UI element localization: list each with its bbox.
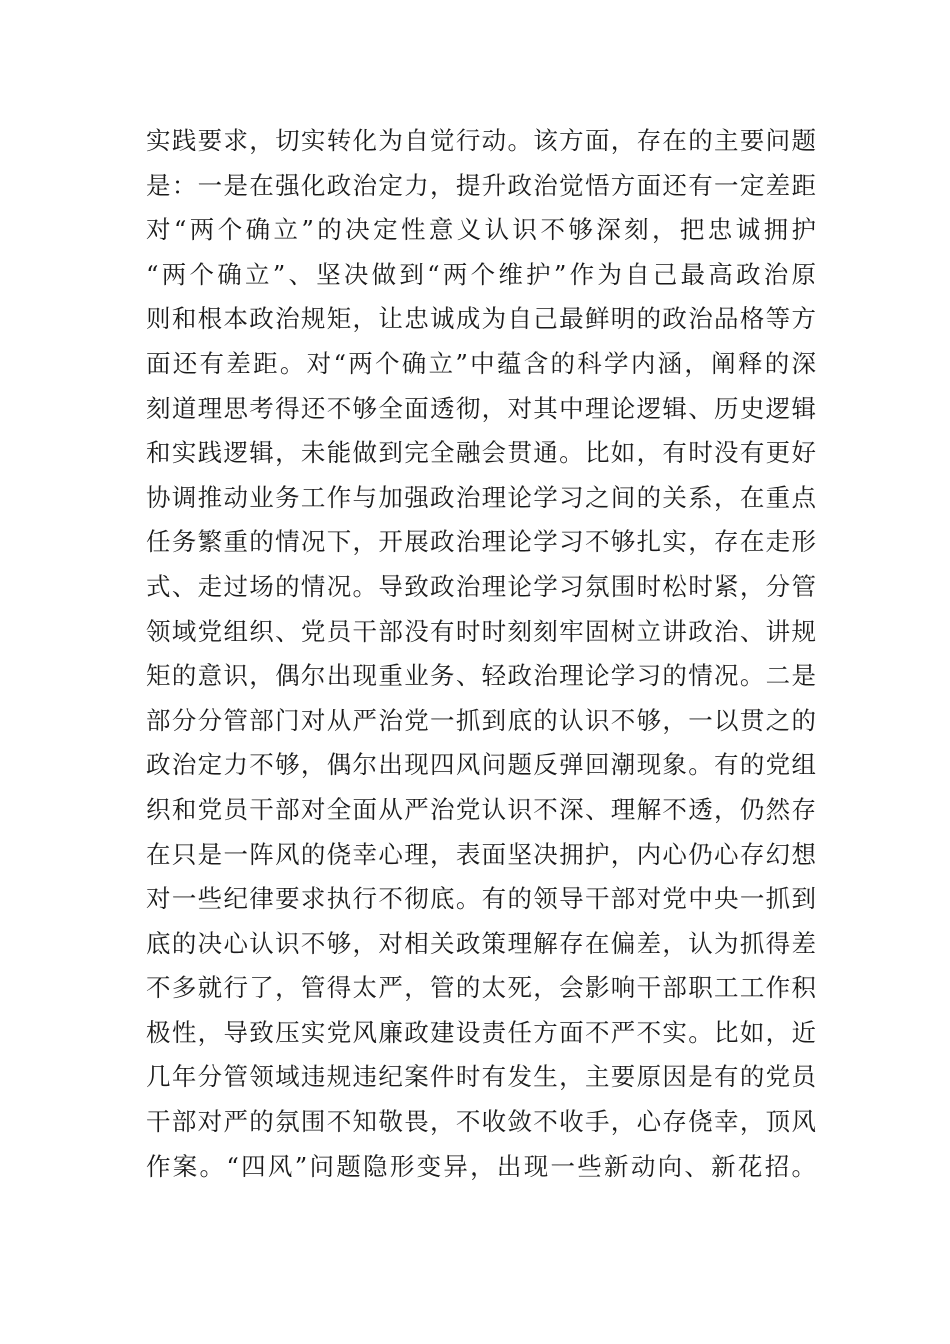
text-line: 矩的意识，偶尔出现重业务、轻政治理论学习的情况。二是 [146,661,816,691]
text-line: 作案。“四风”问题隐形变异，出现一些新动向、新花招。 [146,1151,816,1181]
text-line: 实践要求，切实转化为自觉行动。该方面，存在的主要问题 [146,126,816,155]
text-line: 政治定力不够，偶尔出现四风问题反弹回潮现象。有的党组 [146,750,816,780]
text-line: 部分分管部门对从严治党一抓到底的认识不够，一以贯之的 [146,705,816,735]
text-line: 干部对严的氛围不知敬畏，不收敛不收手，心存侥幸，顶风 [146,1107,816,1137]
body-paragraph [146,119,816,1189]
text-line: 在只是一阵风的侥幸心理，表面坚决拥护，内心仍心存幻想 [146,839,816,869]
text-line: 对一些纪律要求执行不彻底。有的领导干部对党中央一抓到 [146,884,816,914]
text-line: 协调推动业务工作与加强政治理论学习之间的关系，在重点 [146,482,816,512]
text-line: 则和根本政治规矩，让忠诚成为自己最鲜明的政治品格等方 [146,304,816,334]
text-line: “两个确立”、坚决做到“两个维护”作为自己最高政治原 [146,259,816,289]
text-line: 极性，导致压实党风廉政建设责任方面不严不实。比如，近 [146,1017,816,1047]
text-line: 织和党员干部对全面从严治党认识不深、理解不透，仍然存 [146,794,816,824]
text-line: 面还有差距。对“两个确立”中蕴含的科学内涵，阐释的深 [146,348,816,378]
text-line: 和实践逻辑，未能做到完全融会贯通。比如，有时没有更好 [146,438,816,468]
text-line: 对“两个确立”的决定性意义认识不够深刻，把忠诚拥护 [146,215,816,245]
text-line: 领域党组织、党员干部没有时时刻刻牢固树立讲政治、讲规 [146,616,816,646]
text-line: 几年分管领域违规违纪案件时有发生，主要原因是有的党员 [146,1062,816,1092]
text-line: 任务繁重的情况下，开展政治理论学习不够扎实，存在走形 [146,527,816,557]
text-line: 底的决心认识不够，对相关政策理解存在偏差，认为抓得差 [146,928,816,958]
text-line: 不多就行了，管得太严，管的太死，会影响干部职工工作积 [146,973,816,1003]
text-line: 刻道理思考得还不够全面透彻，对其中理论逻辑、历史逻辑 [146,393,816,423]
text-line: 是：一是在强化政治定力，提升政治觉悟方面还有一定差距 [146,170,816,200]
text-line: 式、走过场的情况。导致政治理论学习氛围时松时紧，分管 [146,571,816,601]
